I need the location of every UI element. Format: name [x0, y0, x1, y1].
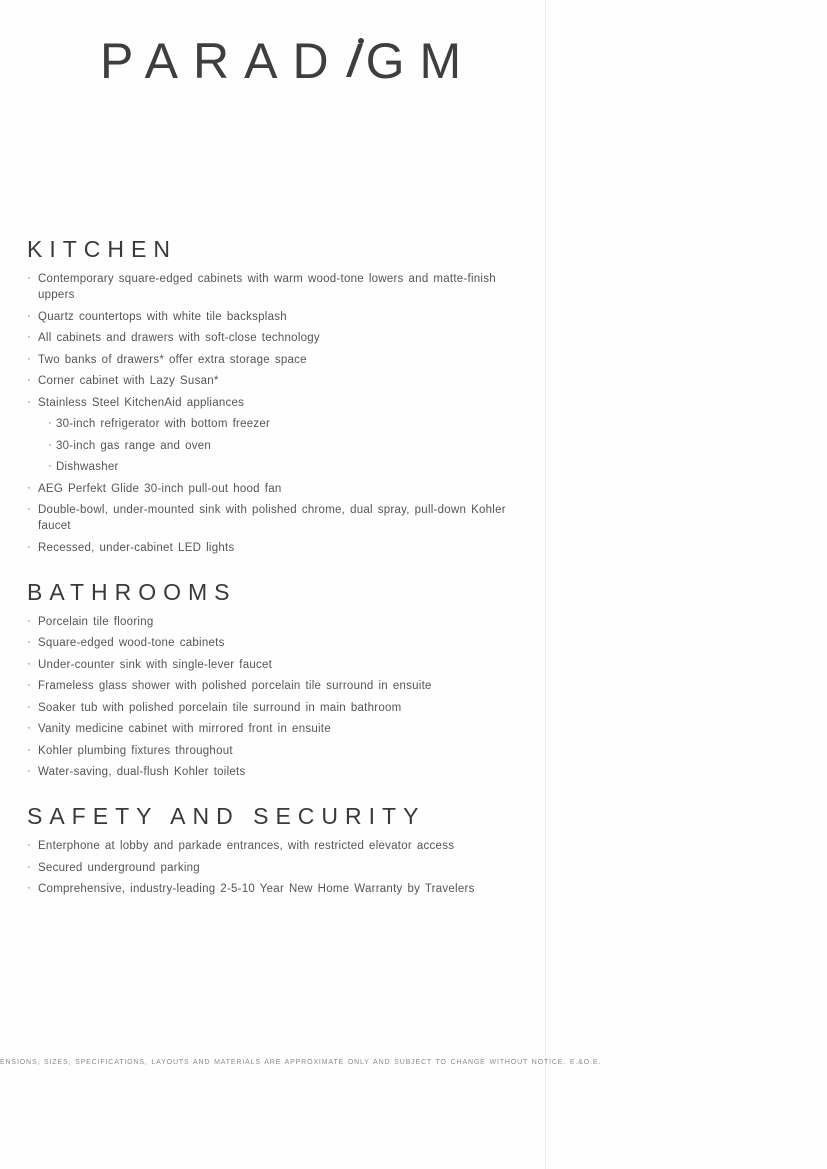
brand-logo: [100, 33, 477, 89]
sub-feature-item: [48, 416, 507, 432]
bullet-dot-icon: ·: [27, 352, 32, 365]
bullet-dot-icon: ·: [48, 438, 53, 451]
feature-text: Soaker tub with polished porcelain tile surround in main bathroom: [38, 701, 402, 714]
bullet-dot-icon: ·: [27, 395, 32, 408]
feature-item: [27, 860, 507, 876]
feature-item: [27, 309, 507, 325]
feature-text: Corner cabinet with Lazy Susan*: [38, 375, 219, 387]
feature-text: Recessed, under-cabinet LED lights: [38, 541, 235, 554]
section: [27, 803, 507, 897]
feature-text: Square-edged wood-tone cabinets: [38, 637, 225, 649]
bullet-dot-icon: ·: [27, 743, 32, 756]
bullet-dot-icon: ·: [27, 860, 32, 873]
slanted-i-dot: [358, 38, 364, 44]
bullet-dot-icon: ·: [27, 331, 32, 343]
feature-text: Under-counter sink with single-lever faucet: [38, 658, 273, 671]
feature-item: [27, 540, 507, 556]
section-heading: BATHROOMS: [27, 578, 237, 605]
bullet-dot-icon: ·: [27, 700, 32, 713]
bullet-dot-icon: ·: [27, 540, 32, 553]
feature-text: All cabinets and drawers with soft-close technology: [38, 332, 320, 344]
feature-item: [27, 721, 507, 737]
bullet-dot-icon: ·: [27, 374, 32, 386]
feature-text: Kohler plumbing fixtures throughout: [38, 744, 233, 757]
bullet-dot-icon: ·: [27, 614, 32, 627]
bullet-dot-icon: ·: [27, 765, 32, 777]
feature-list: [27, 614, 507, 781]
bullet-dot-icon: ·: [27, 839, 32, 851]
bullet-dot-icon: ·: [27, 309, 32, 322]
feature-text: Quartz countertops with white tile backsplash: [38, 310, 287, 323]
section-heading: KITCHEN: [27, 236, 177, 262]
feature-item: [27, 614, 507, 630]
footer-disclaimer: ENSIONS, SIZES, SPECIFICATIONS, LAYOUTS AND MATERIALS ARE APPROXIMATE ONLY AND SUBJECT TO CHANGE WITHOUT NOTICE. E.&O.E.: [0, 1059, 602, 1066]
section: [27, 579, 507, 781]
feature-text: Frameless glass shower with polished porcelain tile surround in ensuite: [38, 680, 432, 692]
feature-item: [27, 330, 507, 346]
feature-text: Comprehensive, industry-leading 2-5-10 Year New Home Warranty by Travelers: [38, 883, 475, 895]
feature-item: [27, 881, 507, 897]
feature-item: [27, 743, 507, 759]
feature-text: Enterphone at lobby and parkade entrances, with restricted elevator access: [38, 840, 455, 852]
sub-feature-item: [48, 438, 507, 454]
feature-item: [27, 764, 507, 780]
bullet-dot-icon: ·: [27, 657, 32, 670]
feature-item: [27, 352, 507, 368]
feature-text: Secured underground parking: [38, 861, 200, 874]
feature-text: Vanity medicine cabinet with mirrored front in ensuite: [38, 723, 331, 735]
feature-list: [27, 838, 507, 897]
section-heading: SAFETY AND SECURITY: [27, 803, 426, 829]
bullet-dot-icon: ·: [27, 882, 32, 894]
feature-item: [27, 657, 507, 673]
feature-item: [27, 271, 507, 303]
slanted-i-icon: [340, 38, 364, 78]
feature-item: [27, 502, 507, 534]
feature-text: Water-saving, dual-flush Kohler toilets: [38, 766, 246, 778]
sub-feature-item: [48, 459, 507, 475]
bullet-dot-icon: ·: [27, 679, 32, 691]
feature-item: [27, 481, 507, 497]
feature-text: 30-inch gas range and oven: [56, 439, 212, 452]
feature-text: 30-inch refrigerator with bottom freezer: [56, 418, 271, 430]
feature-item: [27, 700, 507, 716]
bullet-dot-icon: ·: [48, 417, 53, 429]
feature-text: Stainless Steel KitchenAid appliances: [38, 396, 245, 409]
feature-item: [27, 838, 507, 854]
brand-part-left: PARAD: [100, 33, 344, 89]
feature-text: Porcelain tile flooring: [38, 615, 154, 628]
feature-text: Two banks of drawers* offer extra storage space: [38, 353, 307, 366]
slanted-i-bar: [346, 44, 363, 77]
feature-text: Contemporary square-edged cabinets with warm wood-tone lowers and matte-finish uppers: [38, 273, 496, 301]
bullet-dot-icon: ·: [27, 636, 32, 648]
section: [27, 236, 507, 556]
feature-item: [27, 395, 507, 476]
scan-artifact-line: [545, 0, 546, 1169]
feature-item: [27, 678, 507, 694]
feature-text: Dishwasher: [56, 461, 119, 473]
feature-text: Double-bowl, under-mounted sink with polished chrome, dual spray, pull-down Kohler faucet: [38, 504, 506, 532]
bullet-dot-icon: ·: [27, 722, 32, 734]
brand-part-right: GM: [365, 33, 477, 89]
feature-text: AEG Perfekt Glide 30-inch pull-out hood fan: [38, 482, 282, 495]
bullet-dot-icon: ·: [27, 503, 32, 515]
feature-item: [27, 373, 507, 389]
feature-item: [27, 635, 507, 651]
bullet-dot-icon: ·: [27, 272, 32, 284]
sub-list: [38, 416, 507, 475]
bullet-dot-icon: ·: [27, 481, 32, 494]
bullet-dot-icon: ·: [48, 460, 53, 472]
feature-list: [27, 271, 507, 556]
content: [27, 236, 507, 920]
